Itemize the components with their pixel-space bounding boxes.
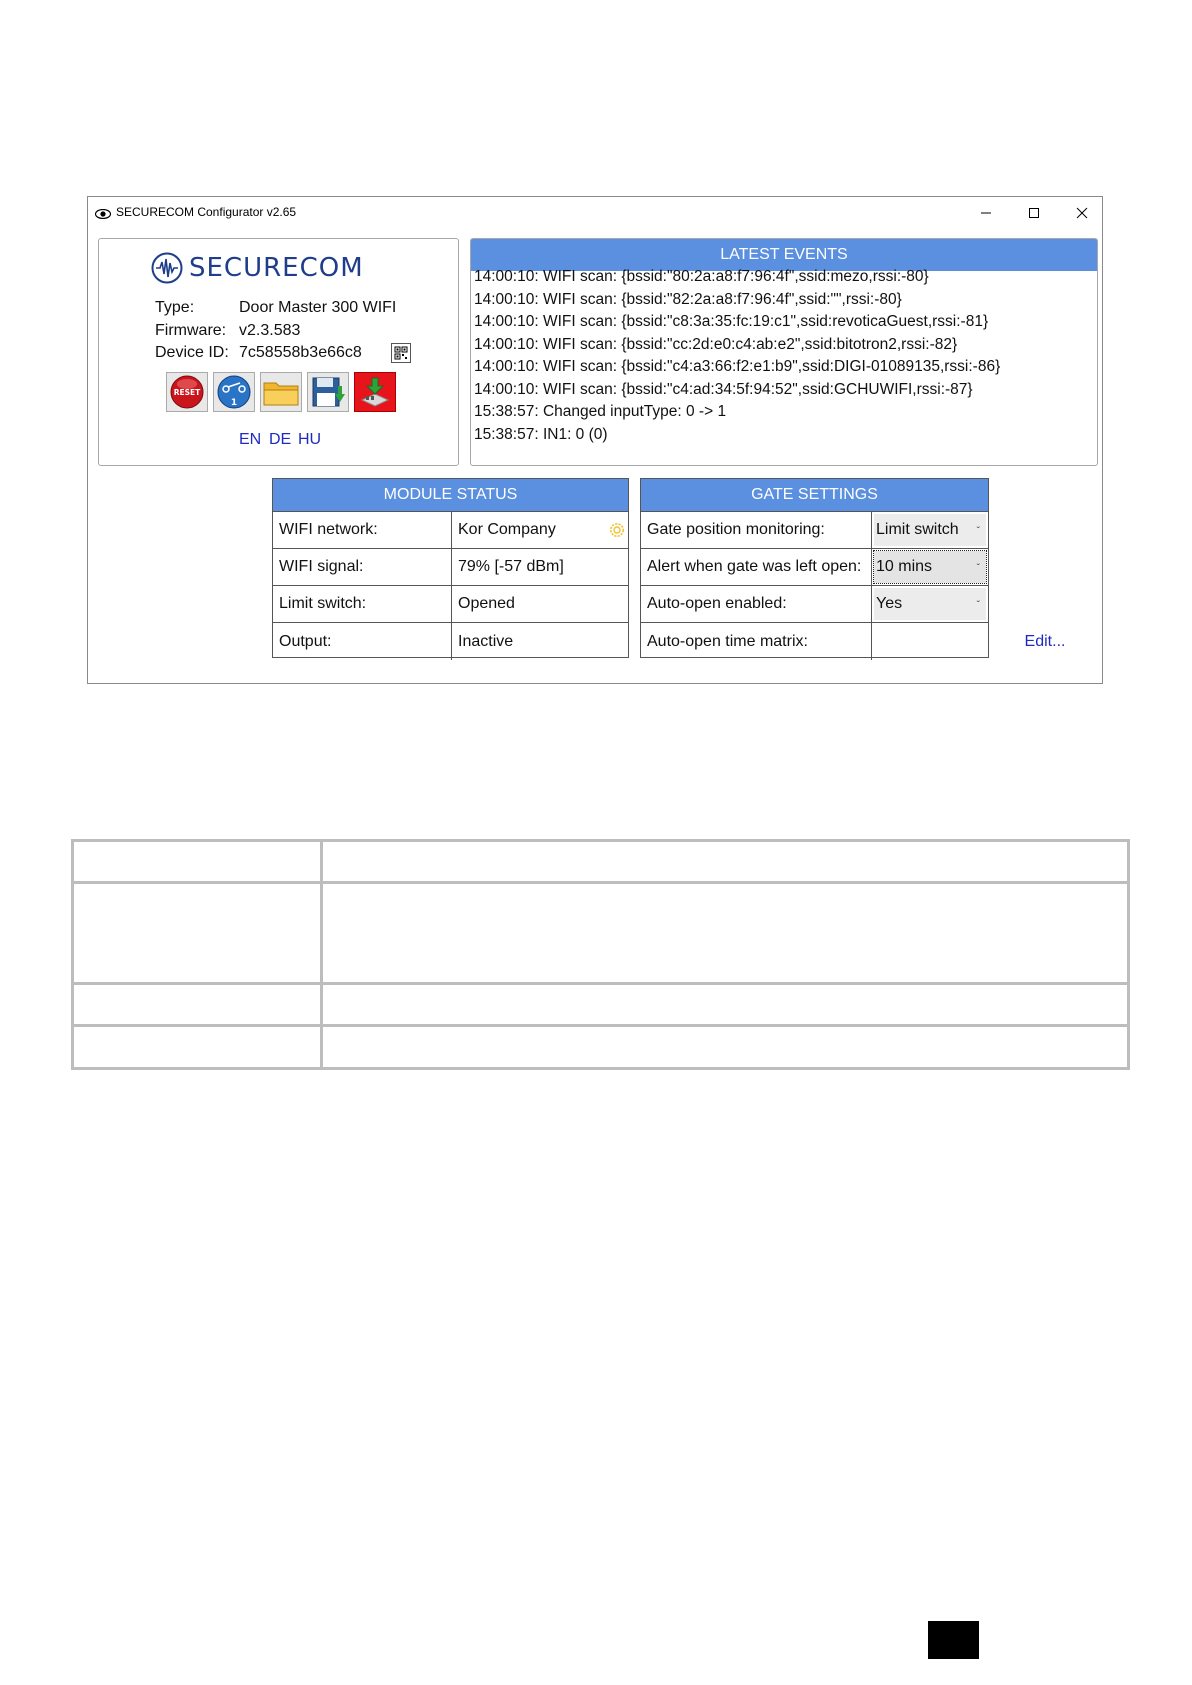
event-log-line: 14:00:10: WIFI scan: {bssid:"80:2a:a8:f7:96:4f",ssid:mezo,rssi:-80}	[474, 268, 929, 285]
limit-switch-value: Opened	[451, 586, 628, 622]
open-folder-button[interactable]	[259, 371, 303, 413]
save-button[interactable]	[306, 371, 350, 413]
event-log-line: 14:00:10: WIFI scan: {bssid:"cc:2d:e0:c4:ab:e2",ssid:bitotron2,rssi:-82}	[474, 335, 958, 353]
close-button[interactable]	[1062, 201, 1102, 225]
page-number-marker	[928, 1621, 979, 1659]
module-status-row	[273, 586, 628, 623]
auto-open-time-matrix-label: Auto-open time matrix:	[647, 632, 808, 650]
latest-events-panel	[470, 238, 1098, 466]
gate-settings-row	[641, 586, 988, 623]
alert-left-open-dropdown[interactable]	[874, 551, 986, 583]
alert-left-open-select[interactable]	[871, 549, 988, 585]
qr-code-button[interactable]	[391, 343, 411, 363]
wifi-network-value	[451, 512, 628, 548]
table-row-divider	[74, 982, 1127, 985]
chevron-down-icon: ˇ	[976, 600, 980, 611]
output-1-button[interactable]	[212, 371, 256, 413]
wifi-network-label: WIFI network:	[279, 521, 378, 538]
type-row	[155, 299, 397, 317]
firmware-update-button[interactable]	[353, 371, 397, 413]
gate-settings-row	[641, 623, 1066, 660]
output-label: Output:	[279, 632, 332, 650]
reset-icon-label: RESET	[173, 388, 201, 397]
gate-settings-row	[641, 512, 988, 549]
gate-position-monitoring-value: Limit switch	[876, 521, 959, 538]
limit-switch-label: Limit switch:	[279, 595, 367, 612]
wifi-settings-icon[interactable]	[609, 522, 625, 543]
event-log-line: 14:00:10: WIFI scan: {bssid:"c4:ad:34:5f:94:52",ssid:GCHUWIFI,rssi:-87}	[474, 380, 973, 398]
reset-icon	[166, 372, 208, 412]
alert-left-open-value: 10 mins	[876, 558, 933, 575]
language-de-link[interactable]: DE	[269, 431, 292, 448]
module-status-row	[273, 512, 628, 549]
table-row-divider	[74, 1024, 1127, 1027]
app-window	[87, 196, 1103, 684]
language-hu-link[interactable]: HU	[298, 431, 322, 448]
title-bar	[88, 197, 1102, 229]
chevron-down-icon: ˇ	[976, 526, 980, 537]
alert-left-open-label: Alert when gate was left open:	[647, 558, 862, 575]
device-info-panel	[98, 238, 459, 466]
output-1-icon	[213, 372, 255, 412]
close-icon	[1076, 207, 1088, 219]
auto-open-enabled-label: Auto-open enabled:	[647, 595, 787, 612]
maximize-button[interactable]	[1014, 201, 1054, 225]
wifi-signal-label: WIFI signal:	[279, 558, 364, 575]
gate-settings-row	[641, 549, 988, 586]
output-value: Inactive	[451, 623, 628, 660]
chevron-down-icon: ˇ	[976, 563, 980, 574]
firmware-value: v2.3.583	[239, 322, 301, 339]
gate-settings-header: GATE SETTINGS	[641, 479, 988, 512]
firmware-label: Firmware:	[155, 322, 227, 339]
wifi-signal-value: 79% [-57 dBm]	[451, 549, 628, 585]
gate-position-monitoring-dropdown[interactable]	[874, 514, 986, 546]
minimize-button[interactable]	[966, 201, 1006, 225]
auto-open-enabled-value: Yes	[876, 595, 903, 612]
module-status-table	[272, 478, 629, 658]
gate-position-monitoring-label: Gate position monitoring:	[647, 521, 825, 538]
module-status-row	[273, 549, 628, 586]
logo-waveform-icon	[151, 252, 183, 284]
firmware-row	[155, 322, 301, 340]
qr-code-icon	[394, 346, 408, 360]
firmware-update-icon	[354, 372, 396, 412]
table-column-divider	[320, 842, 323, 1067]
securecom-logo	[151, 252, 364, 284]
module-status-row	[273, 623, 628, 660]
save-icon	[307, 372, 349, 412]
gear-icon	[609, 522, 625, 538]
table-row-divider	[74, 881, 1127, 884]
open-folder-icon	[260, 372, 302, 412]
event-log-line: 15:38:57: Changed inputType: 0 -> 1	[474, 403, 727, 420]
latest-events-header: LATEST EVENTS	[471, 239, 1097, 271]
auto-open-enabled-select[interactable]	[871, 586, 988, 622]
svg-text:1: 1	[230, 398, 238, 408]
module-status-header: MODULE STATUS	[273, 479, 628, 512]
event-log-line: 14:00:10: WIFI scan: {bssid:"c4:a3:66:f2:e1:b9",ssid:DIGI-01089135,rssi:-86}	[474, 358, 1001, 375]
logo-text: SECURECOM	[189, 253, 364, 283]
device-id-value: 7c58558b3e66c8	[239, 344, 362, 361]
auto-open-time-matrix-edit-link[interactable]: Edit...	[871, 623, 1192, 660]
event-log[interactable]	[471, 266, 1097, 446]
gate-settings-table	[640, 478, 1066, 658]
device-id-label: Device ID:	[155, 344, 229, 361]
type-value: Door Master 300 WIFI	[239, 299, 397, 316]
type-label: Type:	[155, 299, 195, 316]
gate-position-monitoring-select[interactable]	[871, 512, 988, 548]
eye-icon	[95, 206, 111, 224]
auto-open-enabled-dropdown[interactable]	[874, 588, 986, 620]
window-title: SECURECOM Configurator v2.65	[116, 205, 297, 219]
maximize-icon	[1028, 207, 1040, 219]
event-log-line: 15:38:57: IN1: 0 (0)	[474, 425, 608, 443]
wifi-network-value-text: Kor Company	[458, 521, 556, 538]
empty-document-table	[71, 839, 1130, 1070]
language-en-link[interactable]: EN	[239, 431, 262, 448]
device-id-row	[155, 344, 362, 362]
minimize-icon	[980, 207, 992, 219]
event-log-line: 14:00:10: WIFI scan: {bssid:"82:2a:a8:f7:96:4f",ssid:"",rssi:-80}	[474, 290, 902, 308]
event-log-line: 14:00:10: WIFI scan: {bssid:"c8:3a:35:fc:19:c1",ssid:revoticaGuest,rssi:-81}	[474, 313, 989, 330]
reset-button[interactable]	[165, 371, 209, 413]
